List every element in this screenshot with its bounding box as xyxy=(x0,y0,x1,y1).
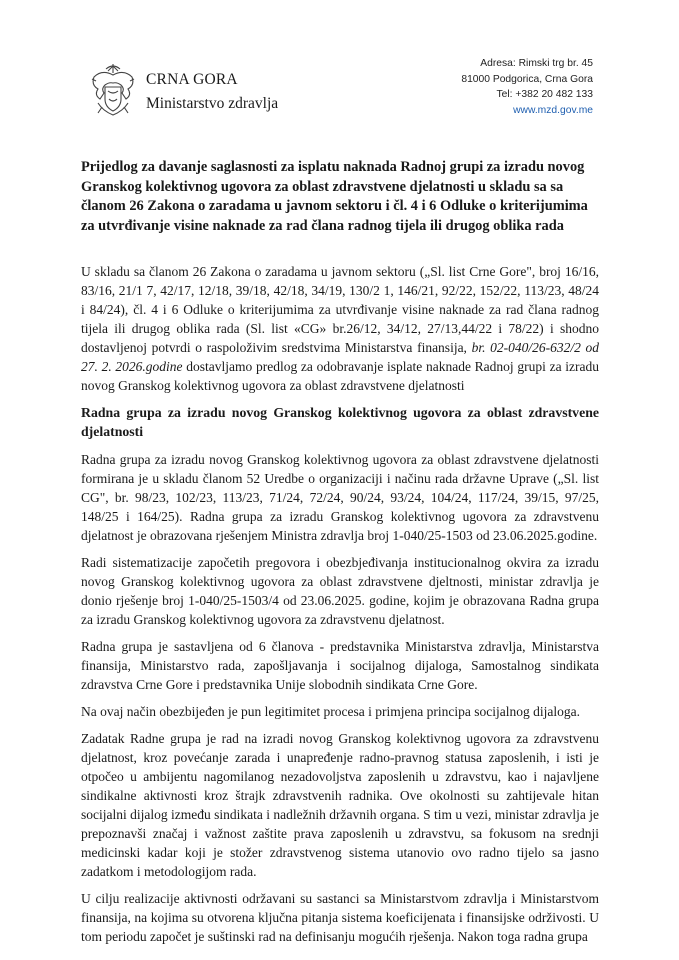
paragraph-decision: Radi sistematizacije započetih pregovora i obezbjeđivanja institucionalnog okvira za izradu novog Granskog kolektivnog ugovora za oblast zdravstvene djeltnosti, ministar zdravlja je donio rješenje broj 1-040/25-1503/4 od 23.06.2025. godine, kojim je obrazovana Radna grupa za izradu Granskog kolektivnog ugovora za zdravstvenu djelatnost. xyxy=(81,555,599,627)
coat-of-arms-icon xyxy=(88,63,138,119)
org-name: CRNA GORA xyxy=(146,71,238,88)
contact-website-link[interactable]: www.mzd.gov.me xyxy=(513,104,593,116)
document-body xyxy=(81,262,599,954)
document-title: Prijedlog za davanje saglasnosti za isplatu naknada Radnoj grupi za izradu novog Granskog kolektivnog ugovora za oblast zdravstvene djelatnosti u skladu sa sa članom 26 Zakona o zaradama u javnom sektoru i čl. 4 i 6 Odluke o kriterijumima za utvrđivanje visine naknade za rad člana radnog tijela ili drugog oblika rada xyxy=(81,159,588,234)
contact-block xyxy=(461,56,593,118)
paragraph-composition: Radna grupa je sastavljena od 6 članova - predstavnika Ministarstva zdravlja, Ministarstva finansija, Ministarstvo rada, zapošljavanja i socijalnog dijaloga, Samostalnog sindikata zdravstva Crne Gore i predstavnika Unije slobodnih sindikata Crne Gore. xyxy=(81,639,599,692)
contact-city: 81000 Podgorica, Crna Gora xyxy=(461,73,593,85)
contact-phone: Tel: +382 20 482 133 xyxy=(496,89,593,100)
paragraph-formation: Radna grupa za izradu novog Granskog kolektivnog ugovora za oblast zdravstvene djelatnosti formirana je u skladu članom 52 Uredbe o organizaciji i načinu rada državne Uprave („Sl. list CG", br. 98/23, 102/23, 113/23, 71/24, 72/24, 90/24, 93/24, 104/24, 117/24, 39/15, 97/25, 148/25 i 164/25). Radna grupa za izradu Granskog kolektivnog ugovora za zdravstvenu djelatnost je obrazovana rješenjem Ministra zdravlja broj 1-040/25-1503 od 23.06.2025.godine. xyxy=(81,452,599,543)
paragraph-activities: U cilju realizacije aktivnosti održavani su sastanci sa Ministarstvom zdravlja i Ministarstvom finansija, na kojima su otvorena ključna pitanja sistema koeficijenata i finansijske održivosti. U tom periodu započet je suštinski rad na definisanju mogućih rješenja. Nakon toga radna grupa xyxy=(81,891,599,944)
intro-paragraph xyxy=(81,262,599,395)
intro-text-1: U skladu sa članom 26 Zakona o zaradama u javnom sektoru („Sl. list Crne Gore", broj 16/16, 83/16, 21/1 7, 42/17, 12/18, 39/18, 42/18, 34/19, 130/2 1, 146/21, 92/22, 152/22, 113/23, 48/24 i 84/24), čl. 4 i 6 Odluke o kriterijumima za utvrđivanje visine naknade za rad člana radnog tijela ili drugog oblika rada (Sl. list «CG» br.26/12, 34/12, 27/13,44/22 i 78/22) i shodno dostavljenoj potvrdi o raspoloživim sredstvima Ministarstva finansija, xyxy=(81,264,599,355)
intro-reference: br. 02-040/26-632/2 od 27. 2. 2026.godine xyxy=(81,340,599,374)
section-heading: Radna grupa za izradu novog Granskog kolektivnog ugovora za oblast zdravstvene djelatnosti xyxy=(81,405,599,439)
ministry-name: Ministarstvo zdravlja xyxy=(146,95,279,112)
contact-address: Adresa: Rimski trg br. 45 xyxy=(480,58,593,69)
paragraph-legitimacy: Na ovaj način obezbijeđen je pun legitimitet procesa i primjena principa socijalnog dijaloga. xyxy=(81,704,580,719)
organization-block xyxy=(146,71,278,114)
intro-text-2: dostavljamo predlog za odobravanje isplate naknade Radnoj grupi za izradu novog Granskog kolektivnog ugovora za oblast zdravstvene djelatnosti xyxy=(81,359,600,393)
paragraph-task: Zadatak Radne grupa je rad na izradi novog Granskog kolektivnog ugovora za zdravstvenu djelatnost, kroz povećanje zarada i unapređenje radno-pravnog statusa zaposlenih, i isti je otpočeo u ambijentu nagomilanog nezadovoljstva zaposlenih u zdravstvu, kao i najavljene sindikalne aktivnosti kroz štrajk zdravstvenih radnika. Ove okolnosti su zahtijevale hitan socijalni dijalog između sindikata i nadležnih državnih organa. S tim u vezi, ministar zdravlja je prepoznavši značaj i važnost zaštite prava zaposlenih u zdravstvu, sa fokusom na srednji medicinski kadar koji je stožer zdravstvenog sistema utanovio ovo radno tijelo sa jasno zadatkom i metodologijom rada. xyxy=(81,731,599,879)
